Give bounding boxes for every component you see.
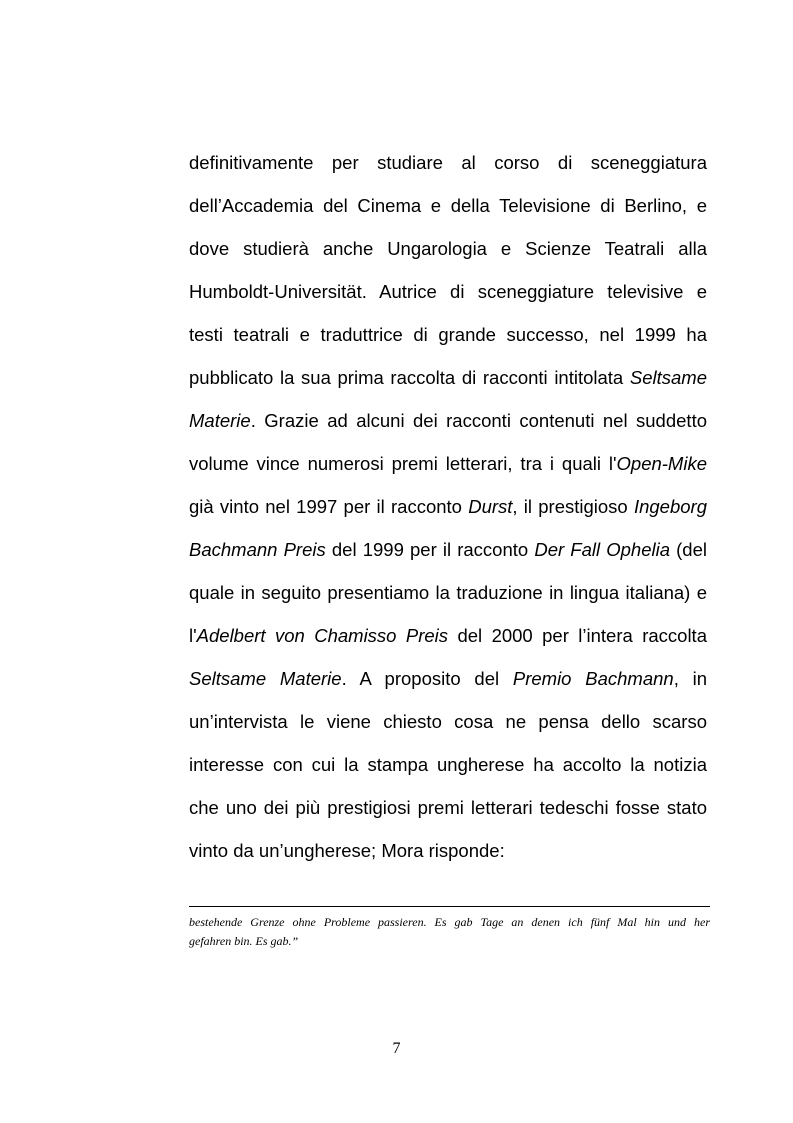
italic-text: Bachmann Preis	[189, 539, 326, 560]
italic-text: Durst	[468, 496, 513, 517]
text-line	[189, 361, 707, 404]
text-line	[189, 791, 707, 834]
text-span: testi teatrali e traduttrice di grande successo, nel 1999 ha	[189, 324, 707, 345]
text-line	[189, 619, 707, 662]
italic-text: Open-Mike	[616, 453, 707, 474]
text-span: dell’Accademia del Cinema e della Televisione di Berlino, e	[189, 195, 707, 216]
text-span: l'	[189, 625, 197, 646]
footnote-separator	[189, 906, 710, 907]
text-span: del 2000 per l’intera raccolta	[448, 625, 707, 646]
text-span: un’intervista le viene chiesto cosa ne pensa dello scarso	[189, 711, 707, 732]
text-span: pubblicato la sua prima raccolta di racconti intitolata	[189, 367, 630, 388]
text-span: già vinto nel 1997 per il racconto	[189, 496, 469, 517]
text-span: , in	[673, 668, 707, 689]
page-number: 7	[392, 1040, 401, 1057]
text-line	[189, 576, 707, 619]
footnote-line: bestehende Grenze ohne Probleme passieren. Es gab Tage an denen ich fünf Mal hin und her	[189, 915, 710, 929]
text-span: , il prestigioso	[512, 496, 634, 517]
text-span: dove studierà anche Ungarologia e Scienze Teatrali alla	[189, 238, 707, 259]
text-line	[189, 662, 707, 705]
italic-text: Seltsame	[629, 367, 707, 388]
italic-text: Ingeborg	[633, 496, 707, 517]
text-span: . Grazie ad alcuni dei racconti contenuti nel suddetto	[250, 410, 707, 431]
text-span: del 1999 per il racconto	[325, 539, 535, 560]
italic-text: Der Fall Ophelia	[534, 539, 670, 560]
italic-text: Adelbert von Chamisso Preis	[196, 625, 449, 646]
text-line	[189, 447, 707, 490]
italic-text: Premio Bachmann	[512, 668, 674, 689]
text-line	[189, 834, 707, 877]
text-span: definitivamente per studiare al corso di sceneggiatura	[189, 152, 707, 173]
footnote	[189, 913, 710, 951]
text-span: (del	[670, 539, 707, 560]
text-line	[189, 490, 707, 533]
text-span: che uno dei più prestigiosi premi letterari tedeschi fosse stato	[189, 797, 707, 818]
text-line	[189, 275, 707, 318]
text-line	[189, 146, 707, 189]
text-span: interesse con cui la stampa ungherese ha accolto la notizia	[189, 754, 707, 775]
body-paragraph	[189, 146, 707, 877]
text-span: quale in seguito presentiamo la traduzione in lingua italiana) e	[189, 582, 707, 603]
text-span: vinto da un’ungherese; Mora risponde:	[189, 840, 505, 861]
text-line	[189, 189, 707, 232]
italic-text: Materie	[189, 410, 251, 431]
footnote-line: gefahren bin. Es gab.”	[189, 934, 299, 948]
text-line	[189, 318, 707, 361]
text-span: Humboldt-Universität. Autrice di sceneggiature televisive e	[189, 281, 707, 302]
text-line	[189, 705, 707, 748]
text-line	[189, 748, 707, 791]
text-span: . A proposito del	[341, 668, 513, 689]
text-line	[189, 533, 707, 576]
italic-text: Seltsame Materie	[189, 668, 342, 689]
text-line	[189, 232, 707, 275]
text-line	[189, 404, 707, 447]
text-span: volume vince numerosi premi letterari, tra i quali l'	[189, 453, 617, 474]
